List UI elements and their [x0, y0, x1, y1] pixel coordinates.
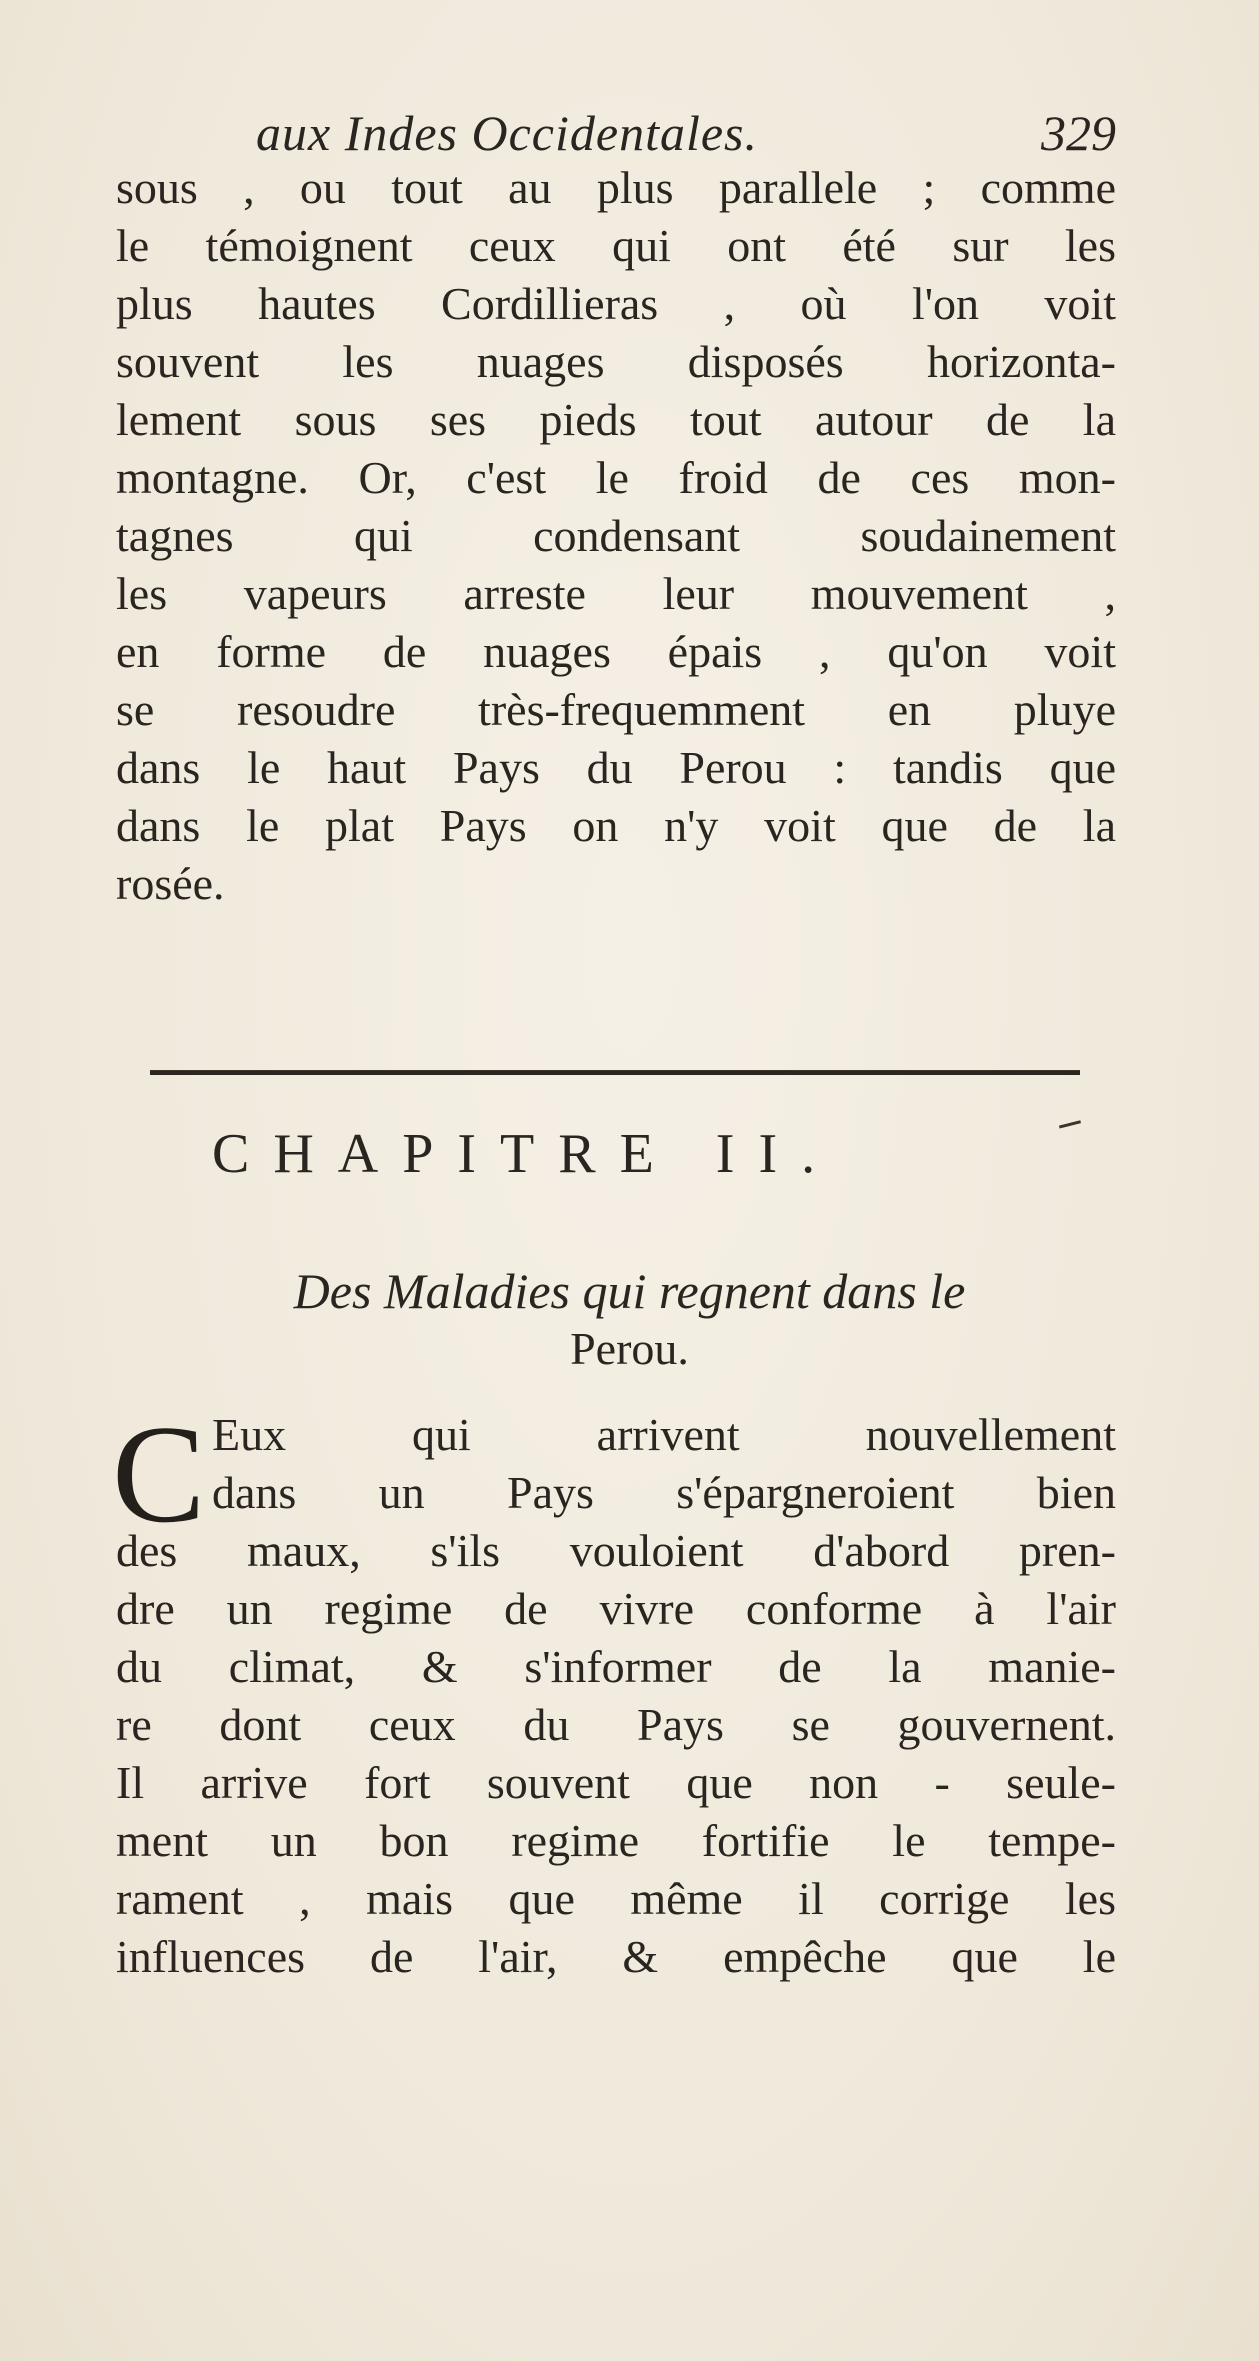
chapter-subtitle-line1: Des Maladies qui regnent dans le	[293, 1263, 966, 1319]
running-title: aux Indes Occidentales.	[256, 105, 759, 161]
text-line: ment un bon regime fortifie le tempe-	[116, 1815, 1116, 1866]
text-line: influences de l'air, & empêche que le	[116, 1931, 1116, 1982]
text-line: re dont ceux du Pays se gouvernent.	[116, 1699, 1116, 1750]
text-line: dans le haut Pays du Perou : tandis que	[116, 742, 1116, 793]
text-line: Eux qui arrivent nouvellement	[212, 1409, 1116, 1460]
text-line: du climat, & s'informer de la manie-	[116, 1641, 1116, 1692]
text-line: Il arrive fort souvent que non - seule-	[116, 1757, 1116, 1808]
text-line: plus hautes Cordillieras , où l'on voit	[116, 278, 1116, 329]
page-number: 329	[1041, 105, 1116, 161]
text-line: dre un regime de vivre conforme à l'air	[116, 1583, 1116, 1634]
text-line: le témoignent ceux qui ont été sur les	[116, 220, 1116, 271]
divider-ornament	[1057, 1113, 1081, 1129]
text-line: tagnes qui condensant soudainement	[116, 510, 1116, 561]
text-line: les vapeurs arreste leur mouvement ,	[116, 568, 1116, 619]
text-line: lement sous ses pieds tout autour de la	[116, 394, 1116, 445]
chapter-heading: CHAPITRE II.	[212, 1123, 840, 1185]
text-line: dans un Pays s'épargneroient bien	[212, 1467, 1116, 1518]
text-line: se resoudre très-frequemment en pluye	[116, 684, 1116, 735]
text-line: sous , ou tout au plus parallele ; comme	[116, 162, 1116, 213]
chapter-divider-rule	[150, 1070, 1080, 1075]
text-line: rament , mais que même il corrige les	[116, 1873, 1116, 1924]
text-line: montagne. Or, c'est le froid de ces mon-	[116, 452, 1116, 503]
chapter-subtitle-line2: Perou.	[570, 1323, 689, 1374]
drop-cap: C	[112, 1397, 206, 1552]
text-line: souvent les nuages disposés horizonta-	[116, 336, 1116, 387]
text-line: en forme de nuages épais , qu'on voit	[116, 626, 1116, 677]
text-line: rosée.	[116, 858, 225, 909]
text-line: des maux, s'ils vouloient d'abord pren-	[116, 1525, 1116, 1576]
text-line: dans le plat Pays on n'y voit que de la	[116, 800, 1116, 851]
